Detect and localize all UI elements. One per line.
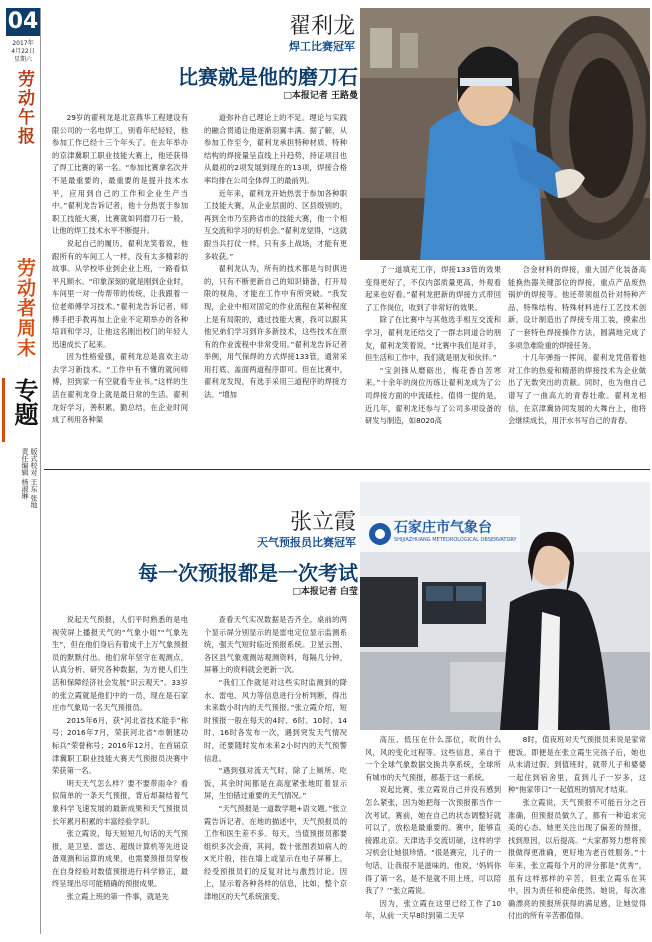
story2-paragraph: 8时，值夜班对天气预报员来说是家常便饭。即便是在张立霞生完孩子后，她也从未请过假。到值班时，就带儿子和婆婆一起住到宿舍里，直到儿子一岁多，这种“拖家带口”一起值班的情况才结束。 — [508, 735, 646, 795]
story2-paragraph: 查看天气实况数据是否齐全。桌前的两个显示屏分别显示的是雷电定位显示监测系统，强天气短时临近预报系统。卫星云图、各区县气象观测站观测资料，每隔几分钟，屏幕上的资料就会更新一次。 — [204, 615, 347, 675]
story1-headline: 比赛就是他的磨刀石 — [178, 65, 358, 89]
story2-paragraph: 张立霞说，天气预报不可能百分之百准确，但预报员做久了，都有一种追求完美的心态。她更关注出现了偏差的预报，找到原因，以后提高。“大家都努力想将预报做得更准确，更好地为老百姓服务。”十年来，张立霞每个月的评分都是“优秀”，虽有这样那样的辛苦，但张立霞乐在其中，因为责任和使命使然。她说，每次准确漂亮的预报所获得的满足感，让她觉得付出的所有辛苦都值得。 — [508, 797, 646, 921]
story2-paragraph: 2015年6月，获“河北省技术能手”称号；2016年7月，荣获河北省“市朝建功标兵”荣誉称号；2016年12月，在首届京津冀职工职业技能大赛天气预报员决赛中荣获第一名。 — [52, 715, 188, 776]
story2-headline: 每一次预报都是一次考试 — [138, 561, 358, 585]
story1-paragraph: “宝剑锋从磨砺出，梅花香自苦寒来。”十余年的岗位历练让翟利龙成为了公司焊接方面的中流砥柱。值得一提的是，近几年，翟利龙还参与了公司多项设备的研发与制造，如8020高 — [365, 365, 501, 426]
editor-credits — [10, 448, 38, 538]
weather-logo-icon — [369, 523, 391, 545]
story-divider — [44, 469, 650, 470]
story2-column-3 — [365, 734, 501, 936]
story1-byline-text: 本报记者 王路曼 — [291, 91, 358, 101]
story1-paragraph: 了一道填充工序，焊接133管的效果变得更好了，不仅内部质量更高，外观看起来也好看。”翟利龙把新的焊接方式带回了工作岗位，收到了非常好的效果。 — [365, 265, 501, 312]
story2-paragraph: 张立霞上班的第一件事，就是先 — [66, 892, 169, 902]
story2-paragraph: “天气预报是一道数学题+语文题。”张立霞告诉记者，在地的描述中，天气预报员的工作和医生差不多。每天，当值预报员都要组织多次会商，其间，数十张图表如病人的X光片般，挂在墙上或显示在电子屏幕上，经受预报员们的反复对比与激烈讨论。因上，显示着各种各样的信息，比如，整个京津地区的天气系统演变、 — [204, 803, 347, 902]
story1-paragraph: 合金材料的焊接，重大国产化装备高能换热器关键部位的焊接，重点产品废热锅炉的焊接等。他还带领组员针对特种产品、特殊结构、特殊材料进行工艺技术创新，设计制造出了焊接专用工装，摸索出了一套特色焊接操作方法，圆满地完成了多项急难险重的焊接任务。 — [508, 265, 646, 350]
topic-label: 专题 — [10, 378, 39, 426]
credit-line-2: 责任编辑 杨淑琳 — [21, 448, 29, 500]
story1-paragraph: 十几年弹指一挥间，翟利龙凭借着他对工作的热爱和精湛的焊接技术为企业做出了无数突出的贡献。同时，也为他自己谱写了一曲高亢的青春壮歌。翟利龙相信，在京津冀协同发展的大舞台上，他将会继续成长，用汗水书写自己的青春。 — [508, 353, 646, 426]
issue-year: 2017年 — [12, 40, 34, 47]
story1-paragraph: 说起自己的履历，翟利龙笑着说，他跟所有的车间工人一样，没有太多精彩的故事。从学校毕业到企业上班，一路看似平凡顺水。“印象深刻的就是刚到企业时，车间里一对一传帮带的传统，让我跟着一位老师傅学习技术。”翟利龙告诉记者，师傅手把手教再加上企业不定期举办的各种培训和学习，让他这名刚出校门的年轻人迅速成长了起来。 — [52, 238, 188, 349]
story1-paragraph: 除了在比赛中与其他选手相互交流和学习，翟利龙还结交了一群志同道合的朋友，翟利龙笑着说，“比赛中我们是对手，但生活和工作中，我们就是朋友和伙伴。” — [365, 315, 501, 363]
story1-column-1 — [52, 112, 188, 466]
welder-photo — [360, 8, 650, 260]
story1-column-4 — [508, 264, 646, 466]
story2-person-name: 张立霞 — [289, 510, 356, 535]
story2-column-4 — [508, 734, 646, 936]
story2-paragraph: 因为，张立霞在这里已经工作了10年，从前一天早8时到第二天早 — [365, 898, 501, 921]
observatory-sign — [394, 520, 574, 544]
story2-paragraph: 明天天气怎么样？要不要带雨伞？看似简单的一条天气预报，背后却凝结着气象科学飞速发展的最新成果和天气预报员长年累月积累的丰富经验学识。 — [52, 778, 188, 826]
story1-paragraph: 因为性格爱强，翟利龙总是喜欢主动去学习新技术。“工作中有不懂的就问师傅，回到家一有空就看专业书。”这样的生活在翟利龙身上就是最日常的生活。翟利龙好学习，善积累，勤总结，在企业时间成了利用各种渠 — [52, 352, 188, 425]
story1-headline-block — [110, 64, 358, 102]
story1-column-3 — [365, 264, 501, 466]
story2-byline: □本报记者 白莹 — [292, 587, 358, 597]
observatory-sign-sub: SHIJIAZHUANG METEOROLOGICAL OBSERVATORY — [394, 537, 517, 543]
issue-date — [6, 40, 40, 64]
story2-paragraph: “遇到强对流天气时，除了上厕所、吃饭，其余时间都是在高度紧张地盯着显示屏，生怕错过重要的天气情况。” — [204, 766, 347, 801]
observatory-sign-main: 石家庄市气象台 — [394, 520, 492, 536]
story2-column-1 — [52, 614, 188, 936]
story2-byline-text: 本报记者 白莹 — [300, 587, 358, 597]
masthead-logo: 劳动午报 — [14, 70, 34, 146]
story2-column-2 — [204, 614, 347, 936]
story1-heading — [175, 14, 355, 54]
story1-column-2 — [204, 112, 347, 466]
section-name: 劳动者周末 — [14, 258, 36, 358]
page-number: 04 — [7, 9, 39, 34]
story1-paragraph: 道弥补自己理论上的不足。理论与实践的融合贯通让他逐渐羽翼丰满。据了解，从参加工作至今，翟利龙承担特种材质、特种结构的焊接量呈直线上升趋势，持证项目也从最初的2项发展到现在的13项，焊接合格率均排在公司全体焊工的最前列。 — [204, 113, 347, 185]
story1-paragraph: 翟利龙认为，所有的技术都是与时俱进的，只有不断更新自己的知识储备，打开局限的视角，才能在工作中有所突破。“我发现，企业中相对固定的作业流程在某种程度上是有局限的，通过技能大赛，我可以跟其他兄弟们学习到许多新技术，这些技术在原有的作业流程中非常受用。”翟利龙告诉记者举例，用气保焊的方式焊接133管，通常采用打底、盖面两道程序即可。但在比赛中，翟利龙发现，有选手采用三道程序的焊接方法。“增加 — [204, 264, 347, 400]
story2-headline-block — [100, 560, 358, 598]
issue-weekday: 星期六 — [13, 56, 32, 63]
forecaster-photo — [360, 482, 650, 730]
story1-subtitle: 焊工比赛冠军 — [289, 40, 355, 53]
credit-line-1: 版式校对 王东 张地 — [30, 448, 38, 509]
story2-subtitle: 天气预报员比赛冠军 — [257, 536, 356, 549]
story2-heading — [180, 510, 356, 550]
story2-paragraph: 说起比赛，张立霞说自己并没有感到怎么紧张，因为她把每一次预报都当作一次考试。赛前，她在自己的状态调整好就可以了，放松是最重要的。赛中，能够直接跟北京、天津选手交流切磋，这样的学习机会让她很珍惜。“很是赛完，儿子的一句话，让我很不是滋味的。他说，‘妈妈你得了第一名，是不是就不用上班，可以陪我了？’”张立霞说。 — [365, 785, 501, 896]
story1-person-name: 翟利龙 — [288, 14, 355, 39]
story1-byline: □本报记者 王路曼 — [283, 91, 358, 101]
story2-paragraph: “我们工作就是对这些实时监测到的降水、雷电、风力等信息进行分析判断，得出未来数小时内的天气预报。”张立霞介绍，短时预报一般在每天的4时、6时、10时、14时、16时各发布一次，遇到突发天气情况时，还要随时发布未来2小时内的天气预警信息。 — [204, 677, 347, 763]
story1-paragraph: 29岁的翟利龙是北京燕华工程建设有限公司的一名电焊工，别看年纪轻轻，他参加工作已经十三个年头了。在去年举办的京津冀职工职业技能大赛上，他还获得了焊工比赛的第一名。“参加比赛拿名次并不是最重要的，最重要的是提升技术水平，应用到自己的工作和企业生产当中。”翟利龙告诉记者，他十分热衷于参加职工技能大赛，比赛就如同磨刀石一般，让他的焊工技术水平不断提升。 — [52, 113, 188, 236]
story2-paragraph: 说起天气预报，人们平时熟悉的是电视荧屏上播报天气的“气象小姐”“气象先生”，但在他们身后有着成千上万气象预报员的默默付出。他们常年坚守在观测点，认真分析、研究各种数据，为方便人们生活和保障经济社会发展“识云观天”。33岁的张立霞就是他们中的一员，现在是石家庄市气象局一名天气预报员。 — [52, 615, 188, 713]
rail-divider — [40, 8, 41, 934]
story2-paragraph: 张立霞说，每天短短几句话的天气预报，是卫星、雷达、超级计算机等先进设备观测和运算的成果，也需要预报员穿梭在自身经验对数值预报进行科学修正，最终呈现出尽可能精确的预报成果。 — [52, 829, 188, 889]
issue-day: 4月22日 — [11, 48, 35, 55]
story2-paragraph: 高压、低压在什么部位，吹的什么风，风的变化过程等。这些信息，来自于一个全球气象数据交换共享系统，全球所有城市的天气预报，都基于这一系统。 — [365, 735, 501, 782]
story1-paragraph: 近年来，翟利龙开始热衷于参加各种职工技能大赛，从企业层面的、区县级别的，再到全市乃至跨省市的技能大赛，他一个相互交流和学习的好机会。”翟利龙觉得，“这就跟当兵打仗一样，只有多上战场，才能有更多收获。” — [204, 188, 347, 261]
left-rail — [0, 0, 44, 942]
